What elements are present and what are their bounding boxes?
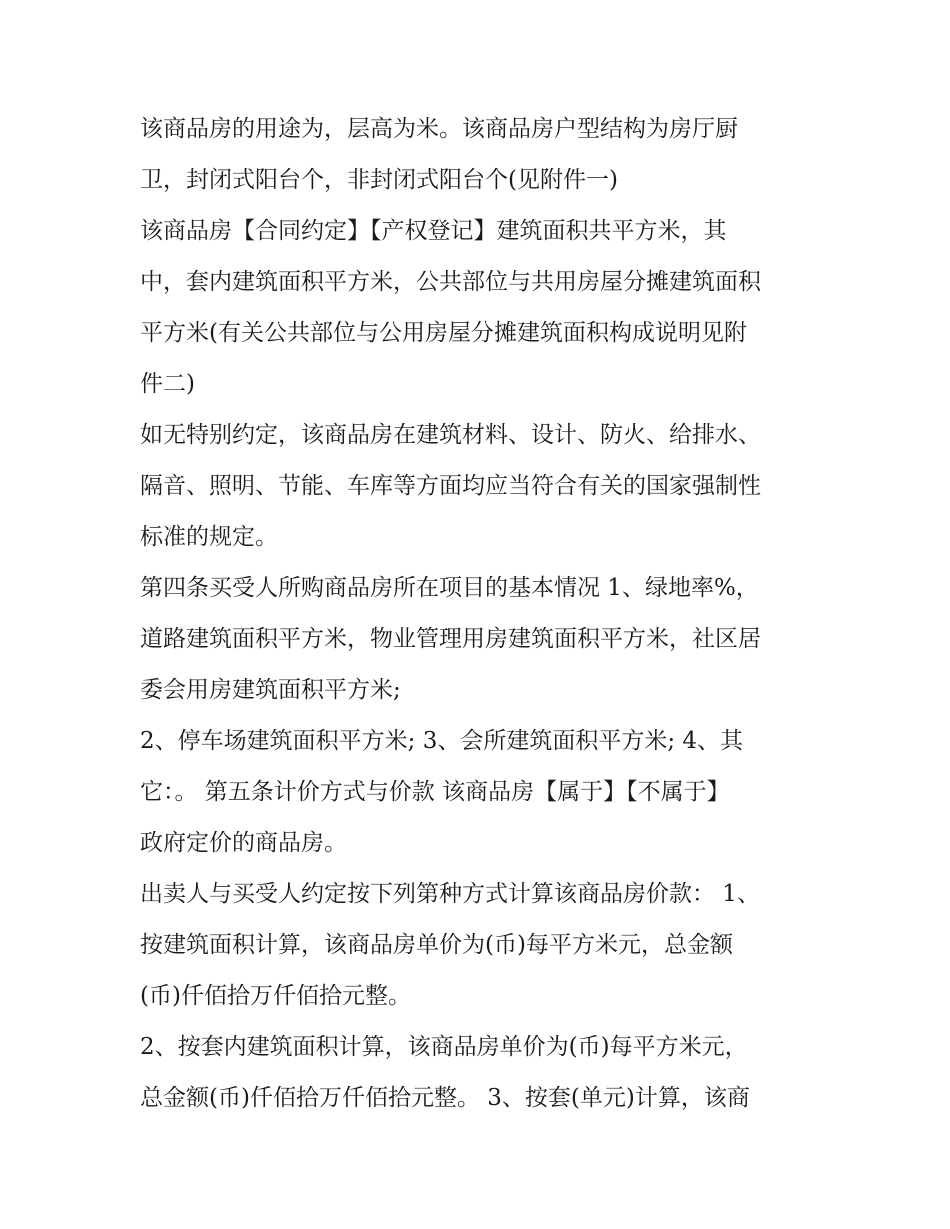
text-line: 第四条买受人所购商品房所在项目的基本情况 1、绿地率%， — [140, 575, 759, 601]
text-line: 出卖人与买受人约定按下列第种方式计算该商品房价款： 1、 — [140, 881, 760, 907]
text-line: 总金额(币)仟佰拾万仟佰拾元整。 3、按套(单元)计算，该商 — [140, 1085, 750, 1111]
text-line: 中，套内建筑面积平方米，公共部位与共用房屋分摊建筑面积 — [140, 269, 761, 295]
text-line: 它：。 第五条计价方式与价款 该商品房【属于】【不属于】 — [140, 779, 730, 805]
text-line: 按建筑面积计算，该商品房单价为(币)每平方米元，总金额 — [140, 932, 733, 958]
text-line: 2、停车场建筑面积平方米; 3、会所建筑面积平方米; 4、其 — [140, 728, 744, 754]
text-line: 2、按套内建筑面积计算，该商品房单价为(币)每平方米元， — [140, 1034, 748, 1060]
text-line: 委会用房建筑面积平方米; — [140, 677, 401, 703]
text-line: 政府定价的商品房。 — [140, 830, 347, 856]
text-line: 平方米(有关公共部位与公用房屋分摊建筑面积构成说明见附 — [140, 320, 747, 346]
text-line: 该商品房的用途为，层高为米。该商品房户型结构为房厅厨 — [140, 116, 738, 142]
text-line: (币)仟佰拾万仟佰拾元整。 — [140, 983, 411, 1009]
text-line: 该商品房【合同约定】【产权登记】建筑面积共平方米，其 — [140, 218, 727, 244]
text-line: 道路建筑面积平方米，物业管理用房建筑面积平方米，社区居 — [140, 626, 761, 652]
text-line: 标准的规定。 — [140, 524, 278, 550]
document-body — [140, 104, 830, 1124]
text-line: 件二) — [140, 371, 195, 397]
text-line: 如无特别约定，该商品房在建筑材料、设计、防火、给排水、 — [140, 422, 761, 448]
text-line: 隔音、照明、节能、车库等方面均应当符合有关的国家强制性 — [140, 473, 761, 499]
text-line: 卫，封闭式阳台个，非封闭式阳台个(见附件一) — [140, 167, 618, 193]
